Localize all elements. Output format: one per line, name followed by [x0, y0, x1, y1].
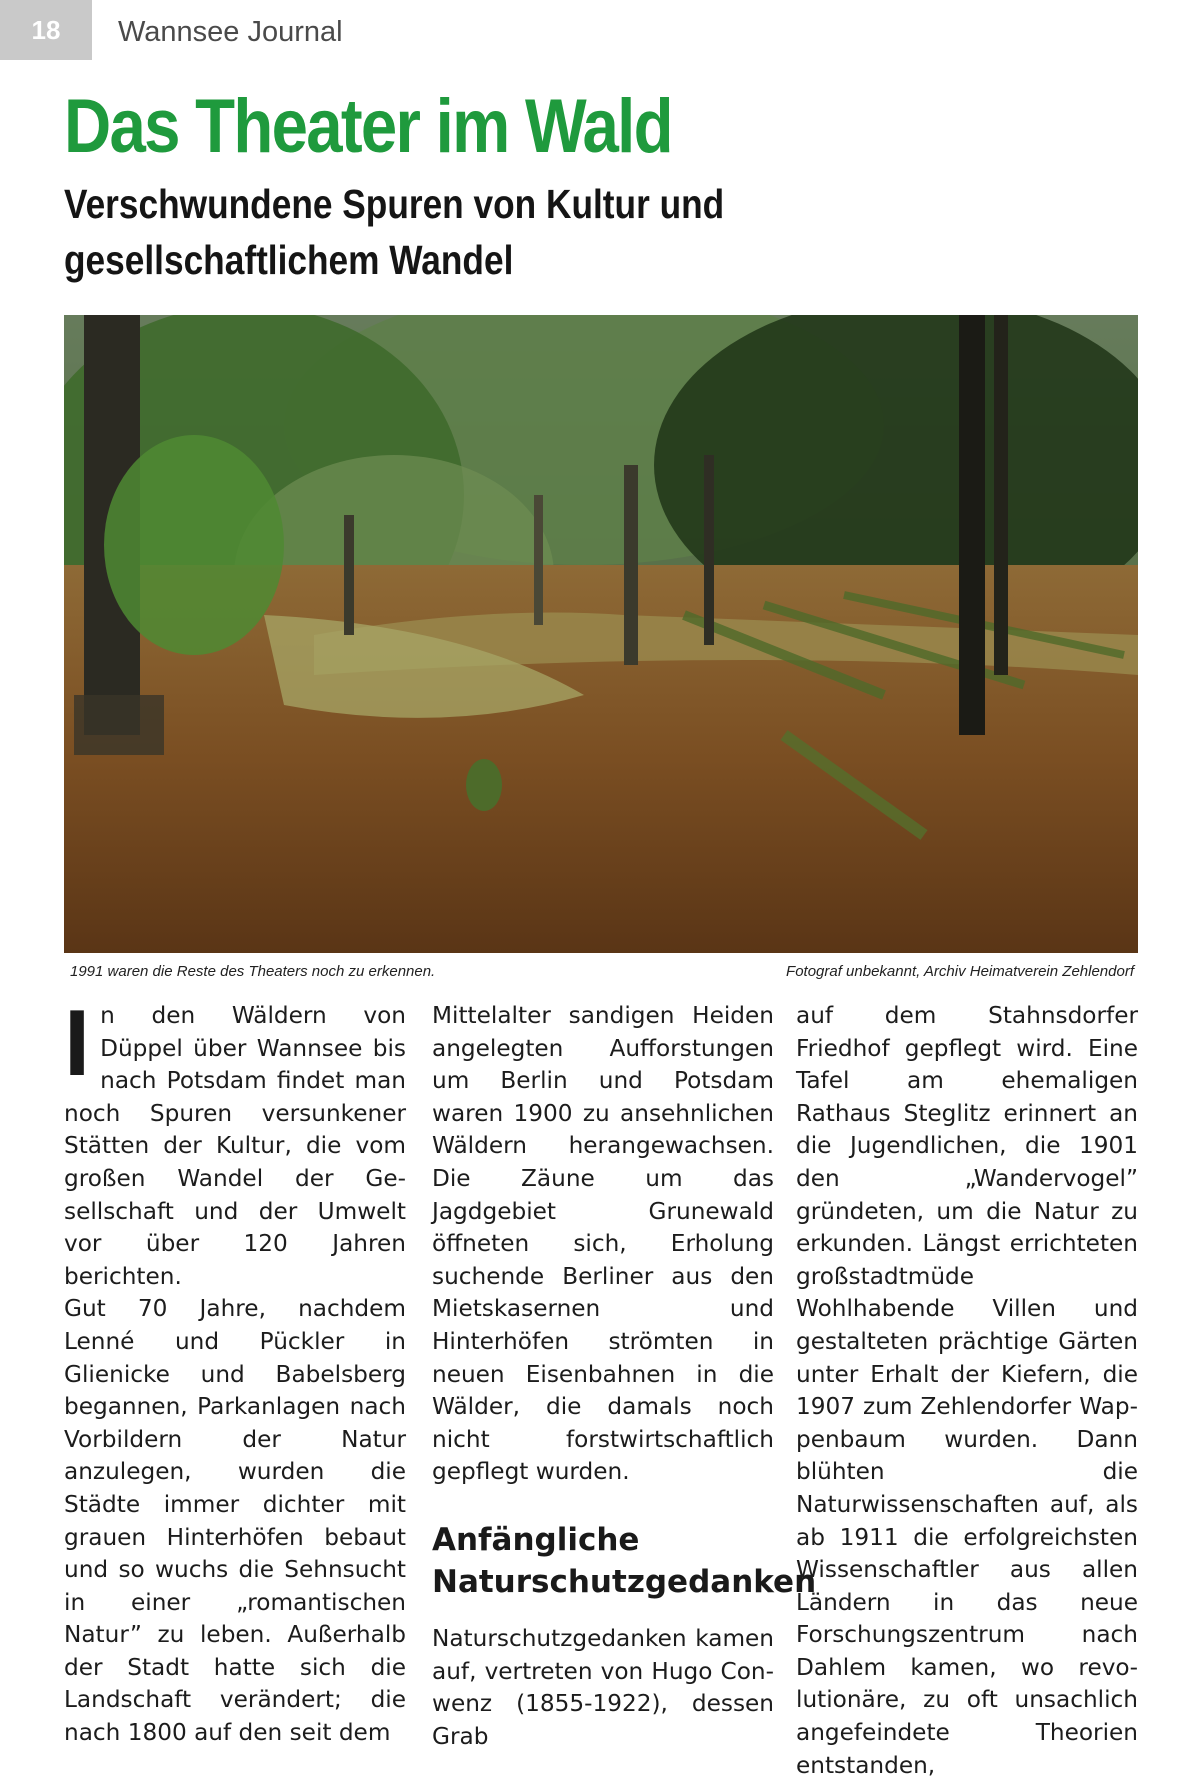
- journal-name: Wannsee Journal: [118, 16, 343, 48]
- intro-paragraph: [64, 990, 406, 1293]
- photo-caption: 1991 waren die Reste des Theaters noch zu erkennen.: [70, 963, 436, 980]
- text-column-3: [796, 1000, 1138, 1782]
- photo-credit: Fotograf unbekannt, Archiv Heimatverein Zehlendorf: [786, 963, 1134, 980]
- text-column-1: [64, 990, 406, 1750]
- paragraph-conservation: Naturschutzgedanken kamen auf, vertreten von Hugo Conwenz (1855-1922), dessen Grab: [432, 1624, 774, 1750]
- text-column-2: [432, 1000, 817, 1753]
- paragraph-forests: Mittelalter sandigen Heiden angelegten Aufforstungen um Berlin und Potsdam waren 1900 zu ansehnlichen Wäldern herangewachsen. Die Zäune um das Jagdgebiet Grunewald öffneten sich, Erholung suchende Berliner aus den Mietskasernen und Hinterhöfen strömten in neuen Eisenbahnen in die Wälder, die damals noch nicht forstwirtschaftlich gepflegt wurden.: [432, 1002, 774, 1486]
- article-title: Das Theater im Wald: [64, 84, 672, 169]
- article-subtitle: Verschwundene Spuren von Kultur und gesellschaftlichem Wandel: [64, 181, 725, 283]
- section-heading: Anfängliche Naturschutzgedanken: [432, 1521, 817, 1600]
- paragraph-wandervogel: auf dem Stahnsdorfer Friedhof gepflegt wird. Eine Tafel am ehemaligen Rathaus Steglitz erinnert an die Jugendlichen, die 1901 den „Wandervogel” gründeten, um die Natur zu erkunden. Längst errichteten großstadtmüde Wohlhabende Villen und gestalteten prächtige Gärten unter Erhalt der Kiefern, die 1907 zum Zehlendorfer Wappenbaum wurden. Dann blühten die Naturwissenschaften auf, als ab 1911 die erfolgreichsten Wissenschaftler aus allen Ländern in das neue Forschungszentrum nach Dahlem kamen, wo revolutionäre, zu oft unsachlich angefeindete Theorien entstanden,: [796, 1002, 1138, 1779]
- drop-cap: I: [64, 990, 91, 1095]
- forest-photo-illustration: [64, 315, 1138, 953]
- paragraph-parks: Gut 70 Jahre, nachdem Lenné und Pückler in Glienicke und Babelsberg begannen, Parkanlagen nach Vorbildern der Natur anzulegen, wurden die Städte immer dichter mit grauen Hinterhöfen bebaut und so wuchs die Sehnsucht in einer „romantischen Natur” zu leben. Außerhalb der Stadt hatte sich die Landschaft verändert; die nach 1800 auf den seit dem: [64, 1295, 406, 1747]
- intro-paragraph-text: n den Wäldern von Düppel über Wannsee bis nach Potsdam findet man noch Spuren versunkener Stätten der Kultur, die vom großen Wandel der Gesellschaft und der Umwelt vor über 120 Jahren berichten.: [64, 1002, 406, 1290]
- forest-theater-photo: [64, 315, 1138, 953]
- page-number: 18: [0, 0, 92, 60]
